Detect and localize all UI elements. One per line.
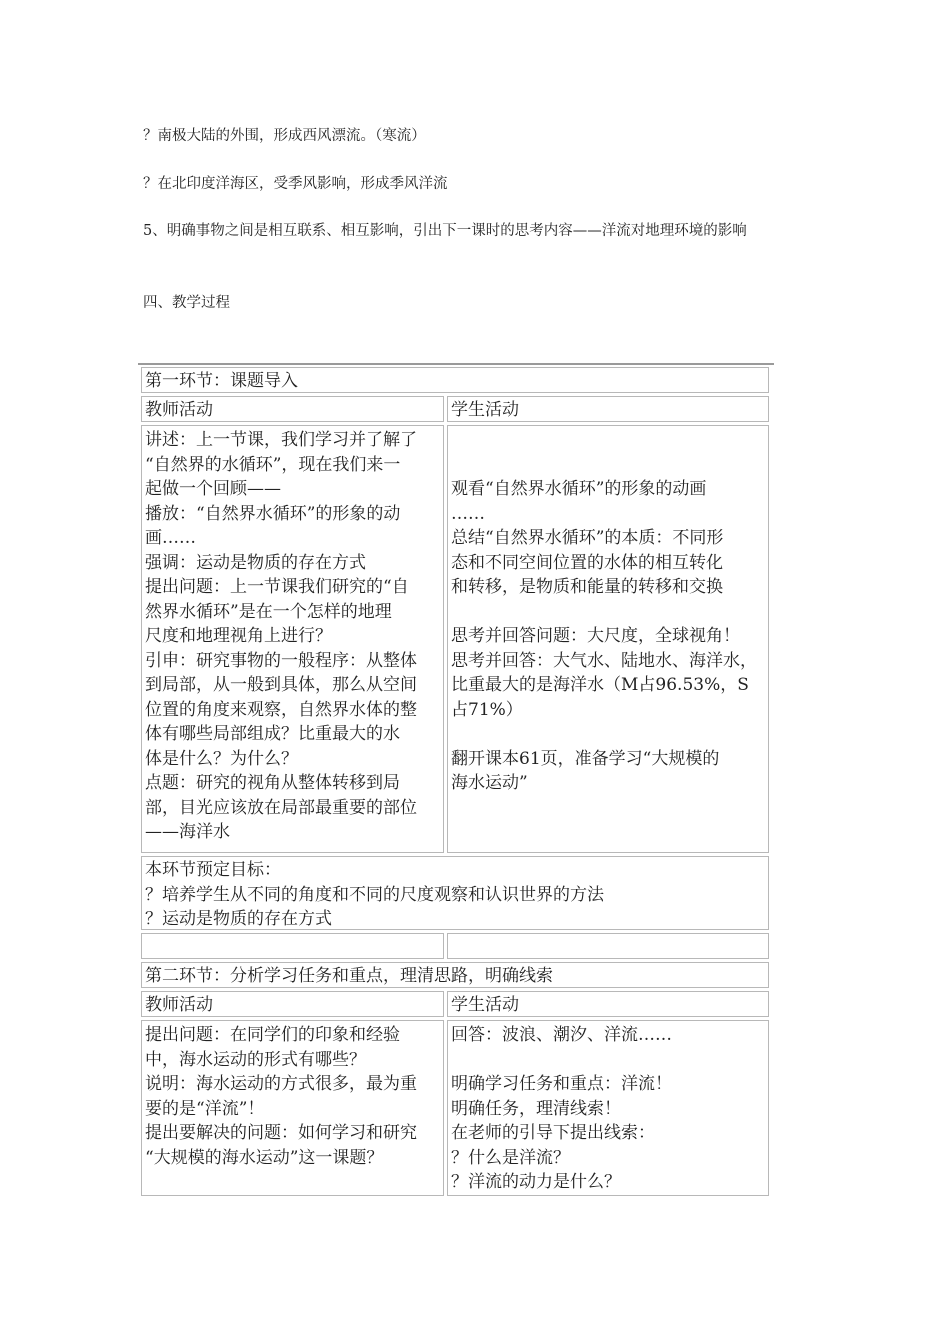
text-line: 明确任务，理清线索！ [451,1098,621,1119]
text-line [451,428,768,453]
text-line: “大规模的海水运动”这一课题？ [145,1147,384,1168]
text-line: 位置的角度来观察，自然界水体的整 [145,699,417,720]
text-line: 体是什么？为什么？ [145,748,298,769]
text-line: 本环节预定目标： [145,860,281,880]
text-line: ？运动是物质的存在方式 [145,909,332,929]
text-line: 到局部，从一般到具体，那么从空间 [145,675,417,695]
section1-student-header: 学生活动 [451,400,519,420]
text-line: 观看“自然界水循环”的形象的动画 [451,479,707,499]
text-line [451,1048,768,1073]
section2-title-cell [141,962,769,988]
section1-teacher-header-cell [141,396,444,422]
text-line: 思考并回答问题：大尺度，全球视角！ [451,626,740,646]
text-line: 起做一个回顾—— [145,479,281,499]
text-line: 中，海水运动的形式有哪些？ [145,1049,366,1070]
section2-teacher-activity-cell [141,1020,444,1196]
text-line: 态和不同空间位置的水体的相互转化 [451,552,723,573]
teaching-process-table [138,363,774,1192]
text-line: 和转移，是物质和能量的转移和交换 [451,577,723,597]
text-line: ？什么是洋流？ [451,1147,570,1168]
text-line: 讲述：上一节课，我们学习并了解了 [145,430,417,450]
section2-teacher-header: 教师活动 [145,995,213,1015]
paragraph-antarctic-current: ？南极大陆的外围，形成西风漂流。（寒流） [143,128,426,144]
text-line: ——海洋水 [145,822,230,842]
text-line: 尺度和地理视角上进行？ [145,626,332,646]
text-line: 比重最大的是海洋水（M占96.53%，S [451,675,749,695]
paragraph-item-5: 5、明确事物之间是相互联系、相互影响，引出下一课时的思考内容——洋流对地理环境的影响 [143,223,747,239]
section2-student-header: 学生活动 [451,995,519,1015]
section1-title: 第一环节：课题导入 [145,371,298,391]
heading-teaching-process: 四、教学过程 [143,295,230,311]
text-line: 思考并回答：大气水、陆地水、海洋水， [451,650,757,671]
text-line: 画…… [145,528,196,548]
section2-student-activity-cell [447,1020,769,1196]
text-line: 引申：研究事物的一般程序：从整体 [145,650,417,671]
text-line: 部，目光应该放在局部最重要的部位 [145,797,417,818]
text-line: “自然界的水循环”，现在我们来一 [145,454,401,475]
section1-teacher-header: 教师活动 [145,400,213,420]
section2-teacher-activity-text [145,1023,443,1170]
text-line: 占71%） [451,699,523,720]
paragraph-monsoon-current: ？在北印度洋海区，受季风影响，形成季风洋流 [143,176,448,192]
section1-teacher-activity-cell [141,425,444,853]
text-line: 体有哪些局部组成？比重最大的水 [145,724,400,744]
section1-student-header-cell [447,396,769,422]
section1-goals-text [145,858,768,932]
section2-student-header-cell [447,991,769,1017]
text-line: 明确学习任务和重点：洋流！ [451,1074,672,1094]
text-line [451,600,768,625]
text-line: 提出问题：上一节课我们研究的“自 [145,577,409,597]
text-line: 海水运动” [451,773,528,793]
text-line [451,722,768,747]
section1-teacher-activity-text [145,428,443,845]
spacer-cell-left [141,933,444,959]
text-line: 提出要解决的问题：如何学习和研究 [145,1123,417,1143]
spacer-cell-right [447,933,769,959]
text-line: 强调：运动是物质的存在方式 [145,552,366,573]
text-line: 要的是“洋流”！ [145,1098,265,1119]
text-line: 回答：波浪、潮汐、洋流…… [451,1025,672,1045]
text-line: 翻开课本61页，准备学习“大规模的 [451,748,720,769]
text-line [451,453,768,478]
text-line: 总结“自然界水循环”的本质：不同形 [451,528,724,548]
text-line: 然界水循环”是在一个怎样的地理 [145,601,392,622]
section1-student-activity-cell [447,425,769,853]
section2-student-activity-text [451,1023,768,1195]
text-line: 在老师的引导下提出线索： [451,1123,655,1143]
text-line: 播放：“自然界水循环”的形象的动 [145,503,401,524]
section2-teacher-header-cell [141,991,444,1017]
text-line: 提出问题：在同学们的印象和经验 [145,1025,400,1045]
section1-title-cell [141,367,769,393]
text-line: ？培养学生从不同的角度和不同的尺度观察和认识世界的方法 [145,884,604,905]
section1-goals-cell [141,856,769,930]
section1-student-activity-text [451,428,768,796]
text-line: 说明：海水运动的方式很多，最为重 [145,1074,417,1094]
text-line: 点题：研究的视角从整体转移到局 [145,773,400,793]
text-line: …… [451,503,485,524]
text-line: ？洋流的动力是什么？ [451,1172,621,1192]
section2-title: 第二环节：分析学习任务和重点，理清思路，明确线索 [145,966,553,986]
